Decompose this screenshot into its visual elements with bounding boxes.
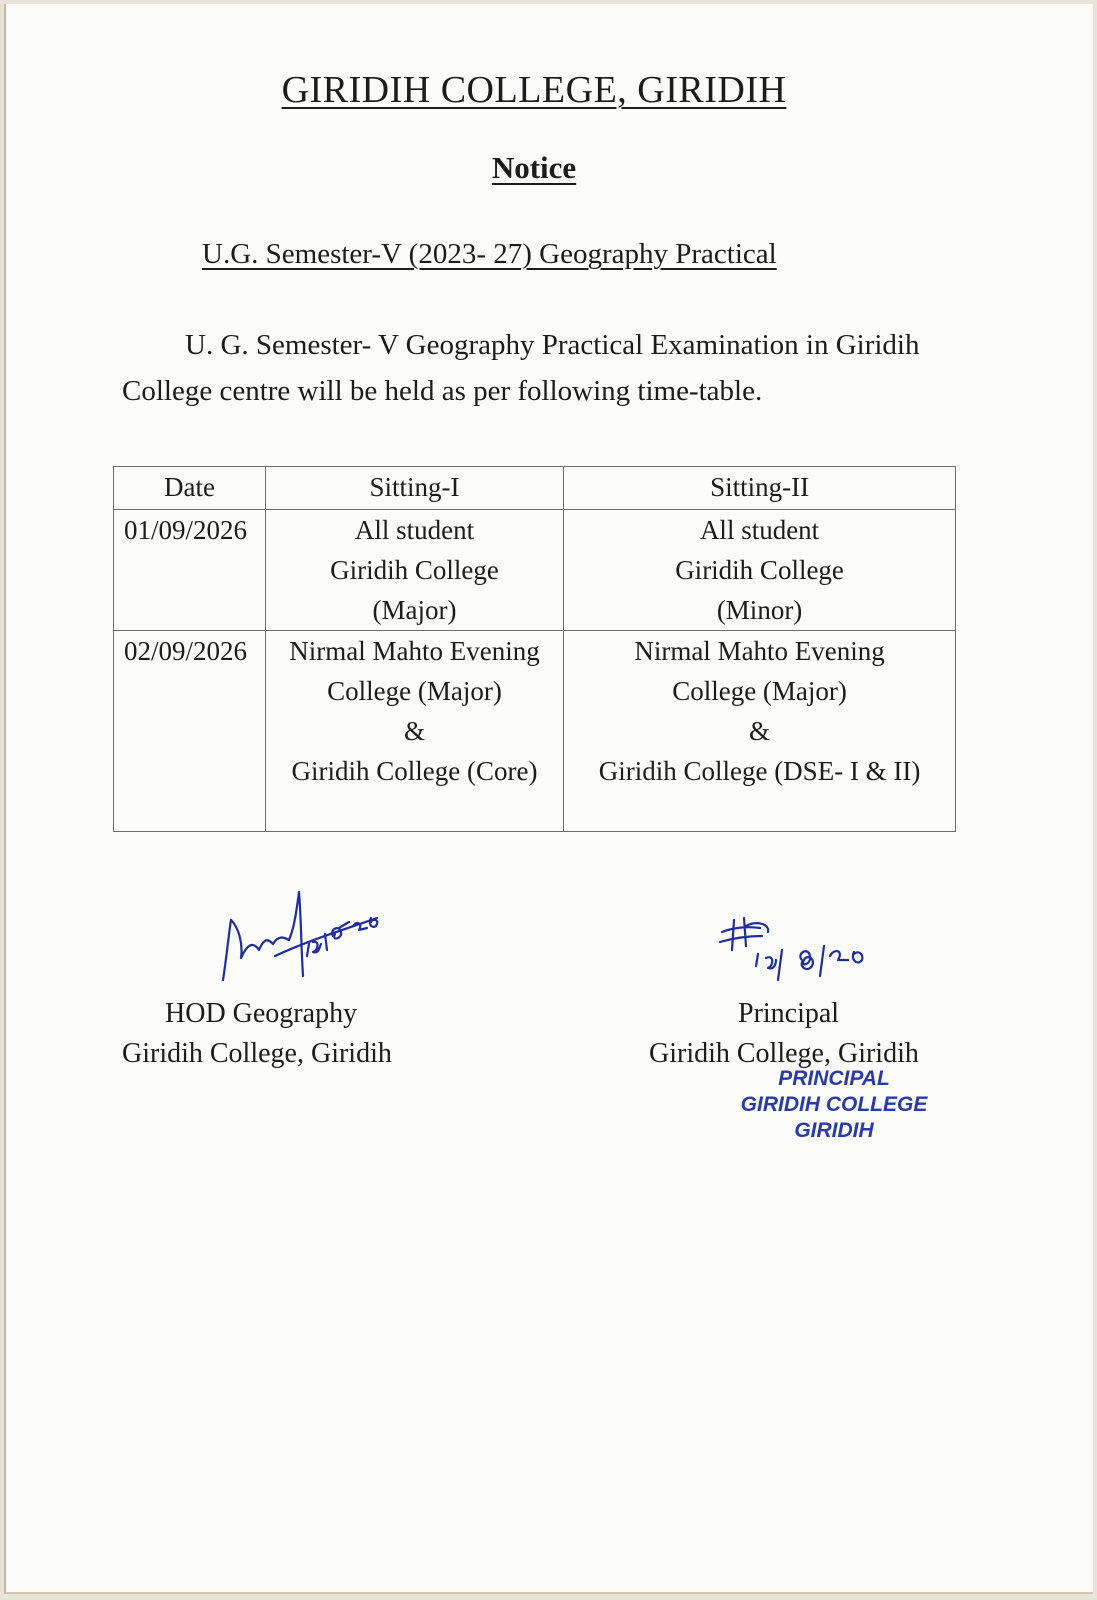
notice-paper	[4, 4, 1093, 1594]
sitting-1-cell	[265, 510, 563, 631]
cell-line: Nirmal Mahto Evening	[634, 636, 885, 666]
header-sitting-1: Sitting-I	[265, 467, 563, 510]
cell-line: College (Major)	[672, 676, 847, 706]
principal-institution: Giridih College, Giridih	[649, 1038, 919, 1069]
cell-line: &	[749, 716, 771, 746]
cell-line: Giridih College (DSE- I & II)	[598, 756, 921, 786]
date-text: 01/09/2026	[124, 515, 248, 545]
date-cell	[114, 631, 266, 832]
principal-signatory	[649, 994, 919, 1074]
table-row	[114, 631, 956, 832]
hod-signature	[209, 884, 409, 994]
notice-heading	[4, 150, 1064, 186]
cell-line: Giridih College	[675, 555, 844, 585]
notice-body: U. G. Semester- V Geography Practical Examination in Giridih College centre will be held as per following time-table.	[122, 329, 920, 407]
cell-line: Giridih College	[330, 555, 499, 585]
cell-line: All student	[699, 515, 820, 545]
principal-stamp	[724, 1066, 944, 1144]
hod-signatory	[122, 994, 392, 1074]
cell-line: All student	[354, 515, 475, 545]
cell-line: (Minor)	[716, 595, 803, 625]
cell-line: Nirmal Mahto Evening	[289, 636, 540, 666]
college-title-text: GIRIDIH COLLEGE, GIRIDIH	[281, 69, 787, 111]
exam-timetable	[113, 466, 956, 832]
header-date: Date	[114, 467, 266, 510]
subject-line: U.G. Semester-V (2023- 27) Geography Practical	[202, 238, 777, 270]
principal-designation: Principal	[738, 998, 840, 1029]
cell-line: &	[404, 716, 426, 746]
hod-institution: Giridih College, Giridih	[122, 1038, 392, 1069]
cell-line: Giridih College (Core)	[291, 756, 538, 786]
notice-heading-text: Notice	[491, 150, 577, 185]
sitting-2-cell	[564, 631, 956, 832]
cell-line: (Major)	[372, 595, 457, 625]
table-row	[114, 510, 956, 631]
timetable-header-row	[114, 467, 956, 510]
cell-line: College (Major)	[327, 676, 502, 706]
principal-signature	[712, 914, 882, 989]
header-sitting-2: Sitting-II	[564, 467, 956, 510]
date-text: 02/09/2026	[124, 636, 248, 666]
date-cell	[114, 510, 266, 631]
hod-designation: HOD Geography	[165, 998, 358, 1029]
college-title	[4, 68, 1064, 112]
stamp-line: GIRIDIH	[794, 1119, 874, 1142]
sitting-1-cell	[265, 631, 563, 832]
stamp-line: PRINCIPAL	[778, 1067, 890, 1090]
stamp-line: GIRIDIH COLLEGE	[740, 1093, 928, 1116]
sitting-2-cell	[564, 510, 956, 631]
